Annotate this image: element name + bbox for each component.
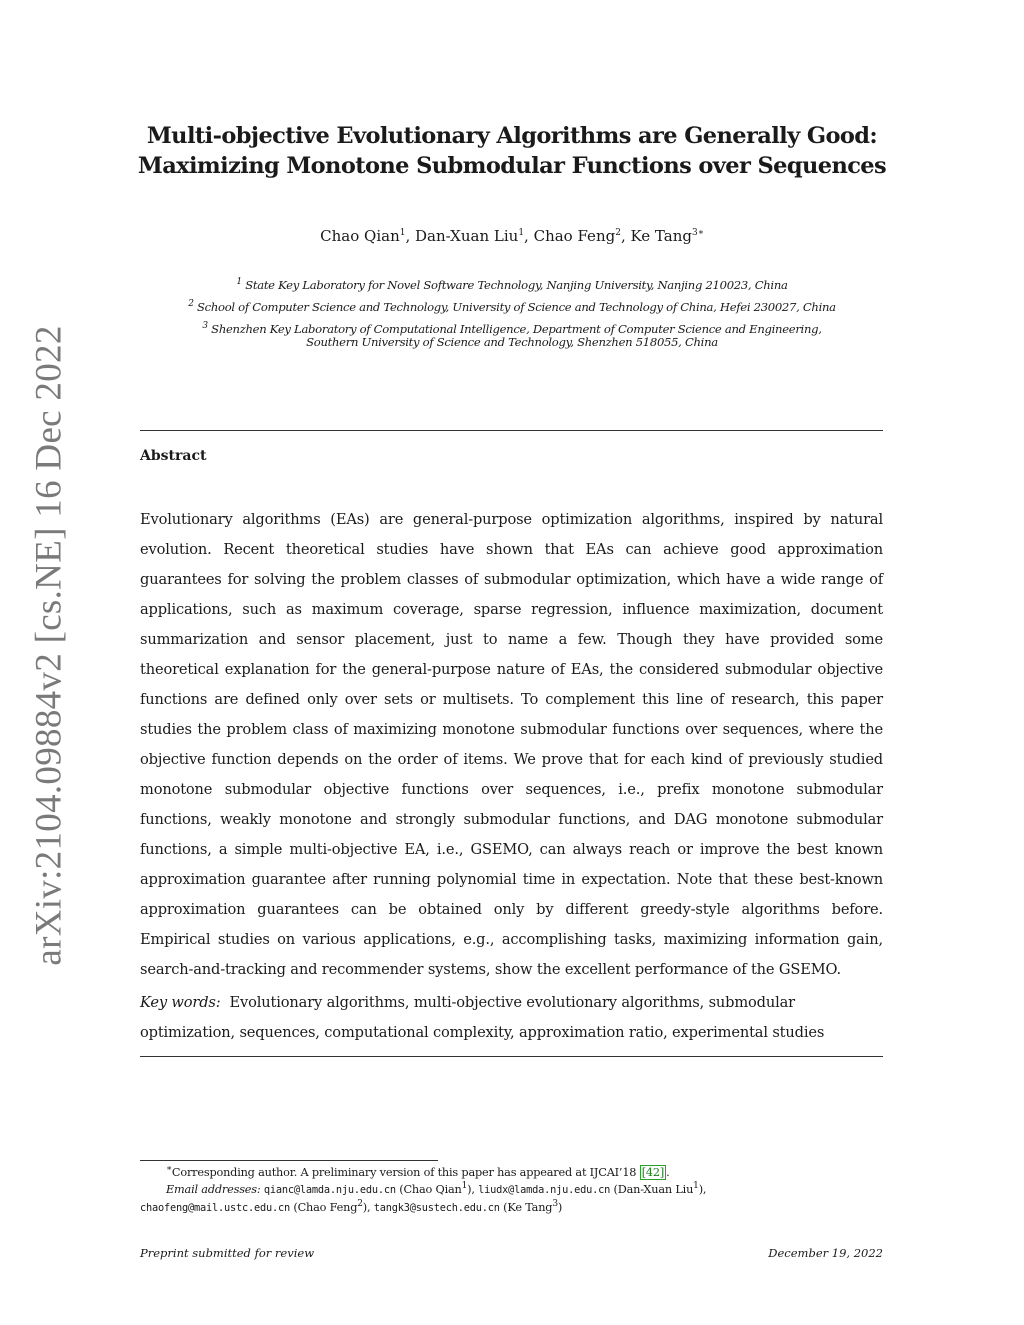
email-address[interactable]: qianc@lamda.nju.edu.cn <box>263 1184 396 1196</box>
footnote <box>140 1164 900 1217</box>
affiliations <box>140 274 884 350</box>
citation-link[interactable]: [42] <box>641 1166 665 1179</box>
title-line-1: Multi-objective Evolutionary Algorithms are Generally Good: <box>146 123 878 149</box>
keywords-label: Key words: <box>140 994 221 1011</box>
author-name: Ke Tang <box>630 227 692 245</box>
affiliation-line: $^1$ State Key Laboratory for Novel Software Technology, Nanjing University, Nanjing 210023, China <box>236 277 788 292</box>
author-list: Chao Qian$^1$, Dan-Xuan Liu$^1$, Chao Feng$^2$, Ke Tang$^{3∗}$ <box>320 227 704 245</box>
author-affil-mark: 1 <box>399 228 406 238</box>
author-name: Dan-Xuan Liu <box>415 227 519 245</box>
affiliation-line: Southern University of Science and Technology, Shenzhen 518055, China <box>306 335 718 349</box>
affiliation-line: $^3$ Shenzhen Key Laboratory of Computational Intelligence, Department of Computer Science and Engineering, <box>202 321 822 336</box>
email-label: Email addresses: <box>166 1183 261 1196</box>
email-addresses: Email addresses: qianc@lamda.nju.edu.cn (Chao Qian$^1$), liudx@lamda.nju.edu.cn (Dan-Xuan Liu$^1$), <box>166 1181 707 1196</box>
preprint-date: December 19, 2022 <box>768 1246 883 1260</box>
title-line-2: Maximizing Monotone Submodular Functions over Sequences <box>137 153 887 179</box>
footnote-rule <box>140 1160 438 1161</box>
corresponding-author-note: ∗Corresponding author. A preliminary version of this paper has appeared at IJCAI’18 [42] . <box>166 1164 670 1179</box>
email-addresses-cont: chaofeng@mail.ustc.edu.cn (Chao Feng$^2$), tangk3@sustech.edu.cn (Ke Tang$^3$) <box>140 1199 563 1214</box>
author-name: Chao Qian <box>320 227 400 245</box>
arxiv-stamp-text: arXiv:2104.09884v2 [cs.NE] 16 Dec 2022 <box>28 324 70 966</box>
abstract-heading: Abstract <box>140 448 207 464</box>
email-address[interactable]: liudx@lamda.nju.edu.cn <box>478 1184 611 1196</box>
keywords-text: Evolutionary algorithms, multi-objective evolutionary algorithms, submodular optimization, sequences, computational complexity, approximation ratio, experimental studies <box>140 994 825 1041</box>
author-affil-mark: 2 <box>615 228 621 238</box>
author-name: Chao Feng <box>533 227 616 245</box>
abstract-body: Evolutionary algorithms (EAs) are general-purpose optimization algorithms, inspired by natural evolution. Recent theoretical studies have shown that EAs can achieve good approximation guarantees for solving the problem classes of submodular optimization, which have a wide range of applications, such as maximum coverage, sparse regression, influence maximization, document summarization and sensor placement, just to name a few. Though they have provided some theoretical explanation for the general-purpose nature of EAs, the considered submodular objective functions are defined only over sets or multisets. To complement this line of research, this paper studies the problem class of maximizing monotone submodular functions over sequences, where the objective function depends on the order of items. We prove that for each kind of previously studied monotone submodular objective functions over sequences, i.e., prefix monotone submodular functions, weakly monotone and strongly submodular functions, and DAG monotone submodular functions, a simple multi-objective EA, i.e., GSEMO, can always reach or improve the best known approximation guarantee after running polynomial time in expectation. Note that these best-known approximation guarantees can be obtained only by different greedy-style algorithms before. Empirical studies on various applications, e.g., accomplishing tasks, maximizing information gain, search-and-tracking and recommender systems, show the excellent performance of the GSEMO. <box>140 511 883 978</box>
author-affil-mark: 3∗ <box>691 228 704 238</box>
email-address[interactable]: chaofeng@mail.ustc.edu.cn <box>140 1202 290 1214</box>
author-affil-mark: 1 <box>518 228 525 238</box>
affiliation-line: $^2$ School of Computer Science and Technology, University of Science and Technology of China, Hefei 230027, China <box>188 299 836 314</box>
paper-title <box>100 121 924 181</box>
keywords <box>140 988 883 1048</box>
arxiv-stamp <box>27 324 71 966</box>
abstract-top-rule <box>140 430 883 431</box>
email-address[interactable]: tangk3@sustech.edu.cn <box>373 1202 500 1214</box>
preprint-note: Preprint submitted for review <box>140 1246 315 1260</box>
abstract-bottom-rule <box>140 1056 883 1057</box>
